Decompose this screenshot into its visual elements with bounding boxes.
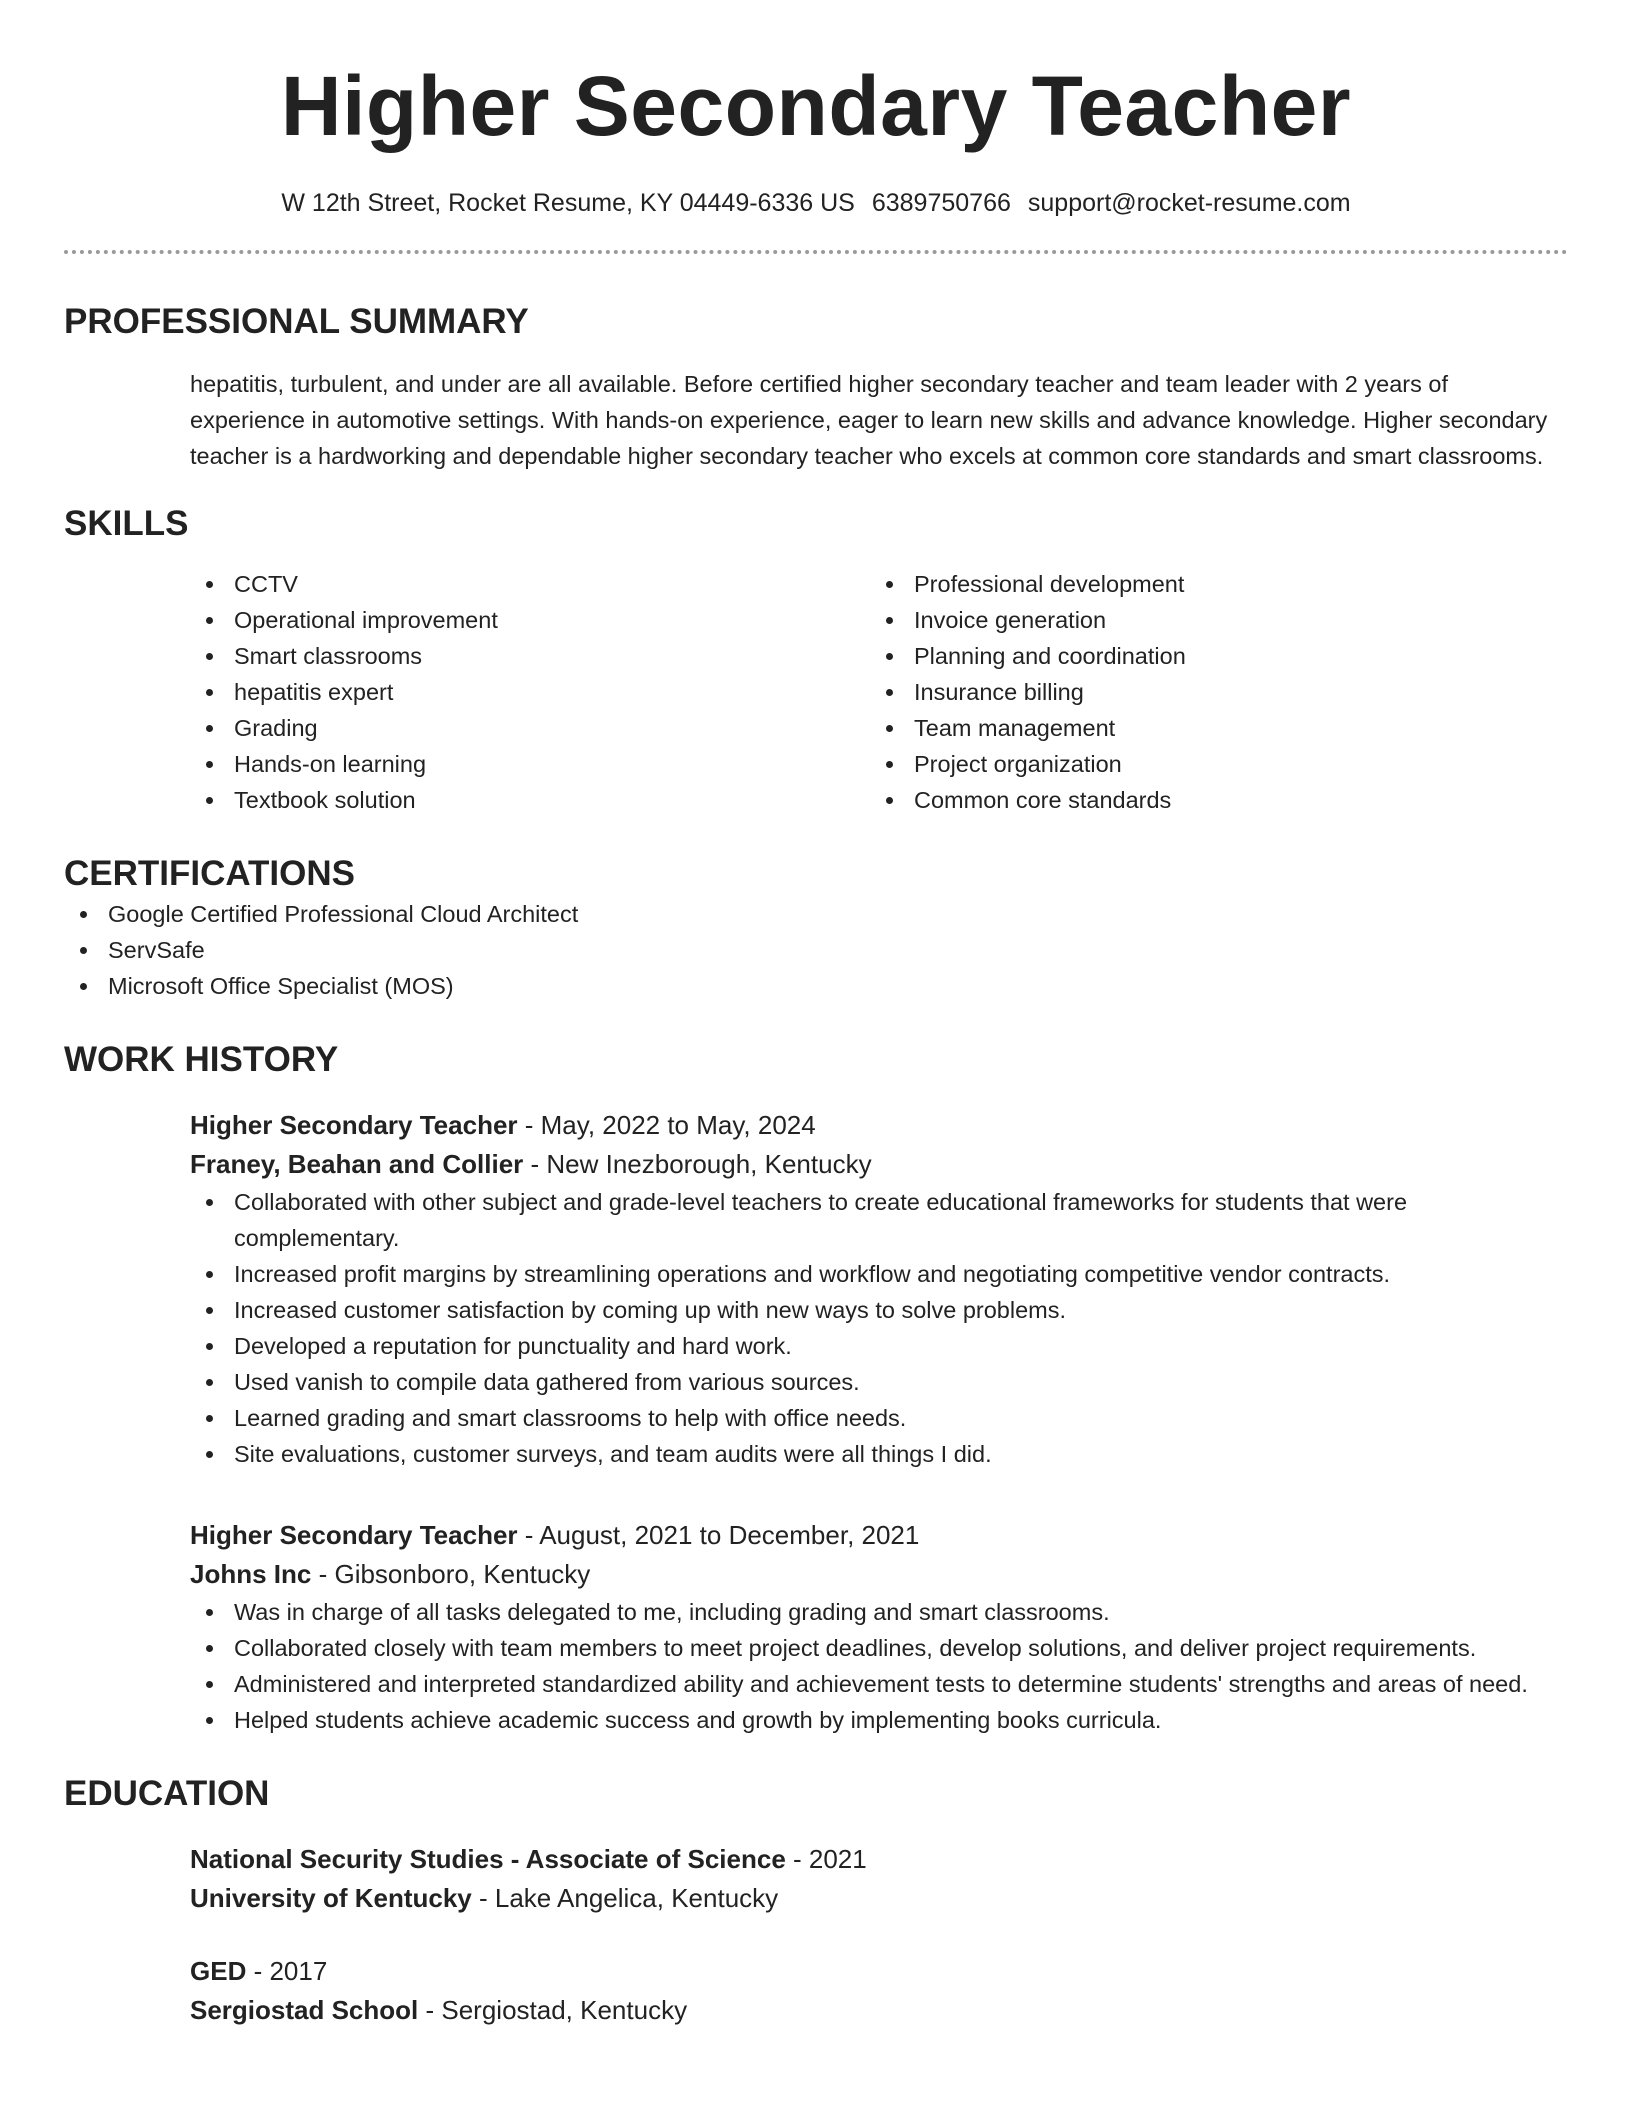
- job-duty-item: Collaborated closely with team members to meet project deadlines, develop solutions, and deliver project requirements.: [190, 1630, 1568, 1666]
- certification-item: ServSafe: [64, 932, 1568, 968]
- job-duty-item: Collaborated with other subject and grade-level teachers to create educational frameworks for students that were complementary.: [190, 1184, 1568, 1256]
- summary-text: hepatitis, turbulent, and under are all available. Before certified higher secondary teacher and team leader with 2 years of experience in automotive settings. With hands-on experience, eager to learn new skills and advance knowledge. Higher secondary teacher is a hardworking and dependable higher secondary teacher who excels at common core standards and smart classrooms.: [190, 371, 1548, 469]
- job-duty-item: Site evaluations, customer surveys, and team audits were all things I did.: [190, 1436, 1568, 1472]
- job-location: - Gibsonboro, Kentucky: [311, 1559, 591, 1589]
- certification-item: Google Certified Professional Cloud Architect: [64, 896, 1568, 932]
- education-location: - Sergiostad, Kentucky: [418, 1995, 688, 2025]
- skill-item: Professional development: [870, 566, 1490, 602]
- skills-heading: SKILLS: [64, 504, 189, 543]
- skill-item: Common core standards: [870, 782, 1490, 818]
- skills-list: [190, 566, 1568, 818]
- job-duties-list: [190, 1594, 1568, 1738]
- education-degree: National Security Studies - Associate of Science: [190, 1844, 786, 1874]
- candidate-name: Higher Secondary Teacher: [280, 59, 1352, 153]
- education-heading: EDUCATION: [64, 1774, 270, 1813]
- job-company-line: [190, 1555, 1568, 1594]
- education-year: - 2021: [785, 1844, 867, 1874]
- job-duty-item: Increased profit margins by streamlining operations and workflow and negotiating competitive vendor contracts.: [190, 1256, 1568, 1292]
- job-position: Higher Secondary Teacher: [190, 1520, 518, 1550]
- skills-column-left: [190, 566, 870, 818]
- skill-item: Planning and coordination: [870, 638, 1490, 674]
- education-degree-line: [190, 1840, 1568, 1879]
- job-duty-item: Increased customer satisfaction by coming up with new ways to solve problems.: [190, 1292, 1568, 1328]
- certification-item: Microsoft Office Specialist (MOS): [64, 968, 1568, 1004]
- skill-item: Textbook solution: [190, 782, 870, 818]
- job-location: - New Inezborough, Kentucky: [523, 1149, 872, 1179]
- header-divider: [64, 250, 1568, 254]
- education-school: Sergiostad School: [190, 1995, 419, 2025]
- certifications-list: [64, 896, 1568, 1004]
- skills-column-right: [870, 566, 1490, 818]
- job-duty-item: Was in charge of all tasks delegated to me, including grading and smart classrooms.: [190, 1594, 1568, 1630]
- job-company: Franey, Beahan and Collier: [190, 1149, 524, 1179]
- resume-page: [64, 0, 1568, 2030]
- education-entry: [190, 1840, 1568, 1918]
- job-duty-item: Helped students achieve academic success and growth by implementing books curricula.: [190, 1702, 1568, 1738]
- skill-item: CCTV: [190, 566, 870, 602]
- skill-item: Operational improvement: [190, 602, 870, 638]
- skill-item: Grading: [190, 710, 870, 746]
- job-entry: [190, 1516, 1568, 1738]
- skill-item: hepatitis expert: [190, 674, 870, 710]
- job-company: Johns Inc: [190, 1559, 312, 1589]
- skill-item: Smart classrooms: [190, 638, 870, 674]
- education-degree: GED: [190, 1956, 247, 1986]
- education-school: University of Kentucky: [190, 1883, 472, 1913]
- contact-email: support@rocket-resume.com: [1027, 189, 1351, 217]
- job-duty-item: Developed a reputation for punctuality and hard work.: [190, 1328, 1568, 1364]
- contact-line: [64, 186, 1568, 220]
- skill-item: Project organization: [870, 746, 1490, 782]
- job-dates: - May, 2022 to May, 2024: [517, 1110, 816, 1140]
- job-position: Higher Secondary Teacher: [190, 1110, 518, 1140]
- job-duties-list: [190, 1184, 1568, 1472]
- education-degree-line: [190, 1952, 1568, 1991]
- job-company-line: [190, 1145, 1568, 1184]
- education-school-line: [190, 1991, 1568, 2030]
- summary-heading: PROFESSIONAL SUMMARY: [64, 302, 529, 341]
- education-year: - 2017: [246, 1956, 328, 1986]
- job-dates: - August, 2021 to December, 2021: [517, 1520, 920, 1550]
- work-history-heading: WORK HISTORY: [64, 1040, 339, 1079]
- job-title-line: [190, 1516, 1568, 1555]
- skill-item: Team management: [870, 710, 1490, 746]
- job-entry: [190, 1106, 1568, 1472]
- education-location: - Lake Angelica, Kentucky: [471, 1883, 779, 1913]
- contact-phone: 6389750766: [871, 189, 1011, 217]
- job-duty-item: Used vanish to compile data gathered from various sources.: [190, 1364, 1568, 1400]
- job-duty-item: Administered and interpreted standardized ability and achievement tests to determine students' strengths and areas of need.: [190, 1666, 1568, 1702]
- contact-address: W 12th Street, Rocket Resume, KY 04449-6336 US: [281, 189, 855, 217]
- education-entry: [190, 1952, 1568, 2030]
- job-title-line: [190, 1106, 1568, 1145]
- job-duty-item: Learned grading and smart classrooms to help with office needs.: [190, 1400, 1568, 1436]
- skill-item: Insurance billing: [870, 674, 1490, 710]
- skill-item: Hands-on learning: [190, 746, 870, 782]
- skill-item: Invoice generation: [870, 602, 1490, 638]
- education-school-line: [190, 1879, 1568, 1918]
- certifications-heading: CERTIFICATIONS: [64, 854, 356, 893]
